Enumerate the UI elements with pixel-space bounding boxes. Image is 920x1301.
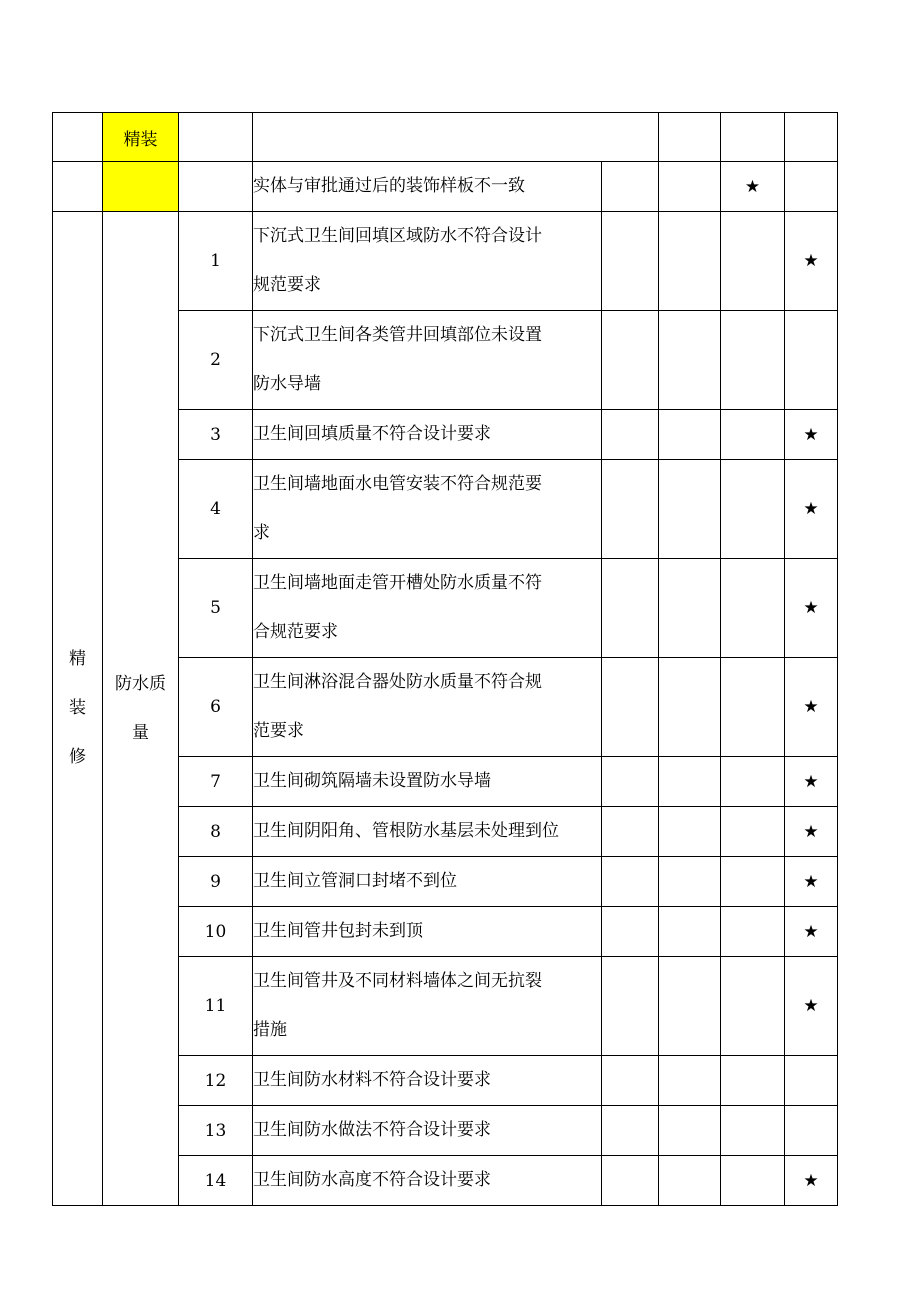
blank-cell — [721, 460, 785, 559]
star-mark — [785, 1106, 838, 1156]
item-number: 4 — [179, 460, 253, 559]
item-number: 9 — [179, 857, 253, 907]
blank-cell — [659, 1056, 721, 1106]
star-mark: ★ — [785, 907, 838, 957]
blank-cell — [179, 162, 253, 212]
star-mark: ★ — [785, 857, 838, 907]
item-number: 11 — [179, 957, 253, 1056]
blank-cell — [785, 113, 838, 162]
item-description — [253, 212, 602, 311]
blank-cell — [602, 410, 659, 460]
star-mark: ★ — [785, 559, 838, 658]
blank-cell — [602, 212, 659, 311]
description-line: 下沉式卫生间回填区域防水不符合设计 — [253, 226, 542, 246]
star-mark: ★ — [721, 162, 785, 212]
blank-cell — [721, 857, 785, 907]
description-line: 卫生间立管洞口封堵不到位 — [253, 871, 457, 891]
blank-cell — [721, 559, 785, 658]
table-row — [53, 212, 838, 311]
subcategory-line: 防水质 — [115, 673, 166, 694]
item-description — [253, 410, 602, 460]
blank-cell — [659, 957, 721, 1056]
blank-cell — [659, 311, 721, 410]
item-description — [253, 311, 602, 410]
item-number: 6 — [179, 658, 253, 757]
item-number: 1 — [179, 212, 253, 311]
blank-cell — [602, 1156, 659, 1206]
subcategory-line: 量 — [132, 722, 149, 743]
header-row — [53, 113, 838, 162]
blank-cell — [659, 410, 721, 460]
description-line: 卫生间阴阳角、管根防水基层未处理到位 — [253, 821, 559, 841]
blank-cell — [602, 460, 659, 559]
item-number: 8 — [179, 807, 253, 857]
item-number: 7 — [179, 757, 253, 807]
star-mark: ★ — [785, 658, 838, 757]
subcategory-label — [103, 660, 178, 758]
blank-cell — [659, 460, 721, 559]
blank-cell — [602, 162, 659, 212]
star-mark — [785, 311, 838, 410]
star-mark: ★ — [785, 807, 838, 857]
blank-cell — [721, 410, 785, 460]
item-number: 13 — [179, 1106, 253, 1156]
blank-cell — [659, 162, 721, 212]
blank-cell — [659, 1106, 721, 1156]
blank-cell — [721, 807, 785, 857]
star-mark: ★ — [785, 460, 838, 559]
item-description — [253, 807, 602, 857]
star-mark: ★ — [785, 1156, 838, 1206]
item-description — [253, 907, 602, 957]
blank-cell — [721, 757, 785, 807]
item-number: 2 — [179, 311, 253, 410]
description-line: 卫生间防水做法不符合设计要求 — [253, 1120, 491, 1140]
description-cell: 实体与审批通过后的装饰样板不一致 — [253, 162, 602, 212]
item-description — [253, 658, 602, 757]
description-line: 合规范要求 — [253, 622, 338, 642]
description-line: 卫生间砌筑隔墙未设置防水导墙 — [253, 771, 491, 791]
blank-cell — [659, 212, 721, 311]
item-description — [253, 757, 602, 807]
blank-cell — [721, 658, 785, 757]
description-line: 求 — [253, 523, 270, 543]
blank-cell — [659, 658, 721, 757]
blank-cell — [602, 1106, 659, 1156]
blank-cell — [721, 957, 785, 1056]
blank-cell — [602, 757, 659, 807]
item-number: 3 — [179, 410, 253, 460]
category-label-cell: 精装 — [103, 113, 179, 162]
description-line: 卫生间管井包封未到顶 — [253, 921, 423, 941]
description-line: 卫生间防水高度不符合设计要求 — [253, 1170, 491, 1190]
item-description — [253, 460, 602, 559]
item-description — [253, 857, 602, 907]
item-description — [253, 1056, 602, 1106]
item-description — [253, 1156, 602, 1206]
blank-cell — [602, 658, 659, 757]
description-line: 规范要求 — [253, 275, 321, 295]
blank-cell — [602, 807, 659, 857]
blank-cell — [721, 212, 785, 311]
item-number: 14 — [179, 1156, 253, 1206]
blank-cell — [602, 957, 659, 1056]
item-description — [253, 559, 602, 658]
star-mark: ★ — [785, 757, 838, 807]
blank-cell — [53, 113, 103, 162]
description-line: 卫生间墙地面走管开槽处防水质量不符 — [253, 573, 542, 593]
blank-cell — [785, 162, 838, 212]
blank-cell — [659, 559, 721, 658]
blank-cell — [721, 311, 785, 410]
item-description — [253, 957, 602, 1056]
category-cell — [53, 212, 103, 1206]
blank-cell — [721, 1106, 785, 1156]
description-line: 卫生间墙地面水电管安装不符合规范要 — [253, 474, 542, 494]
highlight-cell — [103, 162, 179, 212]
star-mark: ★ — [785, 410, 838, 460]
blank-cell — [253, 113, 659, 162]
description-line: 措施 — [253, 1020, 287, 1040]
description-line: 下沉式卫生间各类管井回填部位未设置 — [253, 325, 542, 345]
blank-cell — [721, 1056, 785, 1106]
star-mark: ★ — [785, 212, 838, 311]
blank-cell — [602, 907, 659, 957]
category-char: 装 — [69, 698, 86, 718]
blank-cell — [659, 757, 721, 807]
blank-cell — [659, 113, 721, 162]
blank-cell — [602, 1056, 659, 1106]
item-number: 5 — [179, 559, 253, 658]
category-char: 修 — [69, 747, 86, 767]
blank-cell — [659, 807, 721, 857]
blank-cell — [53, 162, 103, 212]
blank-cell — [659, 1156, 721, 1206]
table-row — [53, 162, 838, 212]
description-line: 范要求 — [253, 721, 304, 741]
blank-cell — [721, 1156, 785, 1206]
subcategory-cell — [103, 212, 179, 1206]
blank-cell — [602, 311, 659, 410]
blank-cell — [721, 113, 785, 162]
blank-cell — [602, 857, 659, 907]
blank-cell — [602, 559, 659, 658]
star-mark — [785, 1056, 838, 1106]
item-number: 10 — [179, 907, 253, 957]
item-number: 12 — [179, 1056, 253, 1106]
blank-cell — [659, 907, 721, 957]
description-line: 防水导墙 — [253, 374, 321, 394]
description-line: 卫生间回填质量不符合设计要求 — [253, 424, 491, 444]
item-description — [253, 1106, 602, 1156]
description-line: 卫生间淋浴混合器处防水质量不符合规 — [253, 672, 542, 692]
blank-cell — [179, 113, 253, 162]
blank-cell — [721, 907, 785, 957]
blank-cell — [659, 857, 721, 907]
category-label — [53, 635, 102, 782]
description-line: 卫生间管井及不同材料墙体之间无抗裂 — [253, 971, 542, 991]
category-char: 精 — [69, 649, 86, 669]
defect-checklist-table — [52, 112, 838, 1206]
star-mark: ★ — [785, 957, 838, 1056]
description-line: 卫生间防水材料不符合设计要求 — [253, 1070, 491, 1090]
